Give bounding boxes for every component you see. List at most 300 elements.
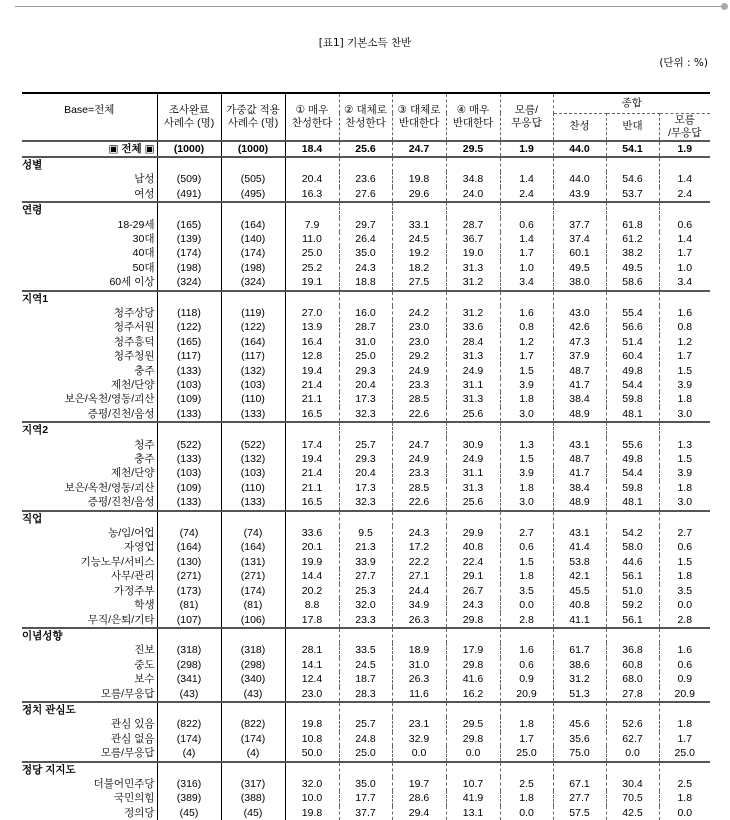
cell-value xyxy=(606,628,659,643)
cell-value: 2.5 xyxy=(500,777,553,791)
cell-value: 49.8 xyxy=(606,452,659,466)
cell-value: (316) xyxy=(157,777,221,791)
cell-value: 3.4 xyxy=(659,275,710,290)
table-row xyxy=(22,392,710,406)
cell-value: (341) xyxy=(157,672,221,686)
row-label: 정의당 xyxy=(22,806,157,820)
cell-value: 17.4 xyxy=(285,438,339,452)
cell-value xyxy=(659,291,710,306)
cell-value: 36.7 xyxy=(446,232,500,246)
cell-value: 23.3 xyxy=(392,466,446,480)
cell-value xyxy=(446,762,500,777)
row-label: 무직/은퇴/기타 xyxy=(22,613,157,628)
cell-value: 20.4 xyxy=(339,378,392,392)
cell-value: 24.0 xyxy=(446,187,500,202)
cell-value: 1.8 xyxy=(500,569,553,583)
cell-value xyxy=(221,422,285,437)
cell-value: (198) xyxy=(157,261,221,275)
cell-value: 28.5 xyxy=(392,392,446,406)
row-label: 청주상당 xyxy=(22,306,157,320)
table-row xyxy=(22,672,710,686)
section-header xyxy=(22,202,710,217)
cell-value: 61.7 xyxy=(553,643,606,657)
header-disagree xyxy=(392,93,446,141)
cell-value: 24.2 xyxy=(392,306,446,320)
cell-value: 20.9 xyxy=(659,687,710,702)
cell-value: (271) xyxy=(221,569,285,583)
cell-value: 29.1 xyxy=(446,569,500,583)
cell-value: 1.8 xyxy=(500,791,553,805)
cell-value: 2.4 xyxy=(659,187,710,202)
row-label: 제천/단양 xyxy=(22,378,157,392)
cell-value: 19.8 xyxy=(285,806,339,820)
cell-value: 57.5 xyxy=(553,806,606,820)
cell-value xyxy=(606,511,659,526)
row-label: 농/임/어업 xyxy=(22,526,157,540)
cell-value: 3.0 xyxy=(500,495,553,510)
cell-value: 25.2 xyxy=(285,261,339,275)
cell-value: 16.4 xyxy=(285,335,339,349)
table-row xyxy=(22,172,710,186)
cell-value xyxy=(339,702,392,717)
row-label: 50대 xyxy=(22,261,157,275)
cell-value: 27.7 xyxy=(553,791,606,805)
cell-value: (174) xyxy=(221,246,285,260)
cell-value: 25.0 xyxy=(285,246,339,260)
cell-value: 28.4 xyxy=(446,335,500,349)
cell-value: 20.2 xyxy=(285,584,339,598)
cell-value: 48.7 xyxy=(553,364,606,378)
cell-value: (822) xyxy=(221,717,285,731)
cell-value: 19.4 xyxy=(285,452,339,466)
cell-value: 27.8 xyxy=(606,687,659,702)
table-row xyxy=(22,791,710,805)
cell-value: (130) xyxy=(157,555,221,569)
cell-value: 1.2 xyxy=(500,335,553,349)
cell-value: 28.6 xyxy=(392,791,446,805)
cell-value: 41.9 xyxy=(446,791,500,805)
cell-value: (174) xyxy=(221,584,285,598)
cell-value: 1.8 xyxy=(500,717,553,731)
cell-value xyxy=(553,511,606,526)
cell-value: 42.6 xyxy=(553,320,606,334)
cell-value: 32.3 xyxy=(339,495,392,510)
cell-value: 1.5 xyxy=(659,555,710,569)
cell-value: 26.7 xyxy=(446,584,500,598)
row-label: 정치 관심도 xyxy=(22,702,157,717)
h: 반대한다 xyxy=(453,117,494,129)
cell-value: (271) xyxy=(157,569,221,583)
row-label: 정당 지지도 xyxy=(22,762,157,777)
row-label: 충주 xyxy=(22,364,157,378)
cell-value: (103) xyxy=(221,466,285,480)
cell-value: 20.4 xyxy=(285,172,339,186)
row-label: 모름/무응답 xyxy=(22,746,157,761)
cell-value: (174) xyxy=(157,246,221,260)
cell-value xyxy=(392,511,446,526)
cell-value: 1.9 xyxy=(500,141,553,157)
cell-value: (109) xyxy=(157,481,221,495)
cell-value xyxy=(157,628,221,643)
cell-value xyxy=(500,511,553,526)
cell-value: 21.1 xyxy=(285,481,339,495)
cell-value: 54.4 xyxy=(606,378,659,392)
cell-value: 26.3 xyxy=(392,613,446,628)
cell-value: 0.6 xyxy=(500,540,553,554)
cell-value: 3.0 xyxy=(500,407,553,422)
cell-value: 12.8 xyxy=(285,349,339,363)
cell-value: 1.0 xyxy=(500,261,553,275)
cell-value xyxy=(392,202,446,217)
cell-value xyxy=(446,202,500,217)
cell-value: 41.4 xyxy=(553,540,606,554)
cell-value: (133) xyxy=(221,407,285,422)
cell-value: 37.7 xyxy=(339,806,392,820)
cell-value xyxy=(500,762,553,777)
table-row xyxy=(22,187,710,202)
cell-value: 54.1 xyxy=(606,141,659,157)
cell-value xyxy=(157,202,221,217)
table-row xyxy=(22,746,710,761)
cell-value xyxy=(659,628,710,643)
table-row xyxy=(22,364,710,378)
cell-value: 28.3 xyxy=(339,687,392,702)
cell-value: 49.8 xyxy=(606,364,659,378)
cell-value xyxy=(285,702,339,717)
cell-value: 10.7 xyxy=(446,777,500,791)
cell-value: 44.6 xyxy=(606,555,659,569)
h: 찬성한다 xyxy=(292,117,333,129)
cell-value: 3.5 xyxy=(500,584,553,598)
cell-value: 24.9 xyxy=(392,364,446,378)
cell-value: (4) xyxy=(221,746,285,761)
cell-value: 25.0 xyxy=(659,746,710,761)
cell-value: (118) xyxy=(157,306,221,320)
cell-value: 25.0 xyxy=(339,746,392,761)
cell-value: (74) xyxy=(157,526,221,540)
cell-value: 43.1 xyxy=(553,438,606,452)
cell-value xyxy=(659,422,710,437)
cell-value: 18.8 xyxy=(339,275,392,290)
cell-value: (45) xyxy=(221,806,285,820)
row-label: 보은/옥천/영동/괴산 xyxy=(22,392,157,406)
cell-value: 33.6 xyxy=(285,526,339,540)
cell-value: 1.7 xyxy=(659,732,710,746)
cell-value: 22.6 xyxy=(392,495,446,510)
cell-value: 1.6 xyxy=(659,306,710,320)
row-label: 국민의힘 xyxy=(22,791,157,805)
cell-value: 0.0 xyxy=(659,806,710,820)
cell-value: 24.7 xyxy=(392,141,446,157)
cell-value: 19.2 xyxy=(392,246,446,260)
cell-value: 9.5 xyxy=(339,526,392,540)
h: 무응답 xyxy=(511,117,541,129)
cell-value: 12.4 xyxy=(285,672,339,686)
cell-value: 44.0 xyxy=(553,141,606,157)
section-header xyxy=(22,511,710,526)
cell-value: 27.0 xyxy=(285,306,339,320)
cell-value: 58.6 xyxy=(606,275,659,290)
cell-value: (119) xyxy=(221,306,285,320)
table-row xyxy=(22,232,710,246)
cell-value: 70.5 xyxy=(606,791,659,805)
row-label: 관심 있음 xyxy=(22,717,157,731)
section-header xyxy=(22,762,710,777)
cell-value: 31.3 xyxy=(446,481,500,495)
cell-value xyxy=(446,291,500,306)
cell-value: (174) xyxy=(157,732,221,746)
row-label: 중도 xyxy=(22,658,157,672)
cell-value: 0.6 xyxy=(659,658,710,672)
cell-value: 25.0 xyxy=(339,349,392,363)
cell-value: 32.0 xyxy=(285,777,339,791)
unit-label: (단위 : %) xyxy=(659,55,708,70)
cell-value: 56.6 xyxy=(606,320,659,334)
cell-value: 37.7 xyxy=(553,218,606,232)
h: ④ 매우 xyxy=(457,104,490,116)
total-row xyxy=(22,141,710,157)
table-row xyxy=(22,526,710,540)
table-row xyxy=(22,658,710,672)
cell-value: 24.3 xyxy=(446,598,500,612)
cell-value: 1.5 xyxy=(659,364,710,378)
cell-value: 48.9 xyxy=(553,495,606,510)
cell-value xyxy=(339,511,392,526)
cell-value: 23.0 xyxy=(392,335,446,349)
cell-value: (522) xyxy=(157,438,221,452)
cell-value: 0.9 xyxy=(500,672,553,686)
cell-value: 19.1 xyxy=(285,275,339,290)
cell-value: 59.8 xyxy=(606,481,659,495)
cell-value: 17.8 xyxy=(285,613,339,628)
h: ③ 대체로 xyxy=(398,104,441,116)
row-label: 30대 xyxy=(22,232,157,246)
cell-value: 29.8 xyxy=(446,732,500,746)
cell-value: 29.6 xyxy=(392,187,446,202)
cell-value xyxy=(221,157,285,172)
row-label: 증평/진천/음성 xyxy=(22,495,157,510)
cell-value xyxy=(339,628,392,643)
cell-value: 19.8 xyxy=(392,172,446,186)
table-row xyxy=(22,732,710,746)
cell-value: 24.3 xyxy=(392,526,446,540)
cell-value: 56.1 xyxy=(606,569,659,583)
cell-value xyxy=(500,628,553,643)
cell-value: 3.9 xyxy=(500,466,553,480)
table-row xyxy=(22,584,710,598)
cell-value: 24.7 xyxy=(392,438,446,452)
cell-value: 22.4 xyxy=(446,555,500,569)
cell-value: 0.0 xyxy=(606,746,659,761)
cell-value: 28.5 xyxy=(392,481,446,495)
cell-value: 19.9 xyxy=(285,555,339,569)
cell-value: 19.7 xyxy=(392,777,446,791)
row-label: 진보 xyxy=(22,643,157,657)
row-label: 가정주부 xyxy=(22,584,157,598)
section-header xyxy=(22,422,710,437)
cell-value: 14.4 xyxy=(285,569,339,583)
cell-value: 18.9 xyxy=(392,643,446,657)
h: 사례수 (명) xyxy=(164,117,214,129)
cell-value xyxy=(606,291,659,306)
cell-value: 31.1 xyxy=(446,466,500,480)
cell-value: 0.6 xyxy=(659,218,710,232)
cell-value: 29.5 xyxy=(446,141,500,157)
cell-value: 17.9 xyxy=(446,643,500,657)
cell-value: 45.6 xyxy=(553,717,606,731)
table-row xyxy=(22,452,710,466)
cell-value xyxy=(500,202,553,217)
cell-value: 31.2 xyxy=(446,306,500,320)
cell-value: 29.3 xyxy=(339,364,392,378)
cell-value: 25.0 xyxy=(500,746,553,761)
cell-value xyxy=(221,202,285,217)
cell-value: 29.2 xyxy=(392,349,446,363)
row-label: 40대 xyxy=(22,246,157,260)
cell-value xyxy=(339,422,392,437)
cell-value xyxy=(285,157,339,172)
cell-value: 38.4 xyxy=(553,481,606,495)
cell-value: 1.6 xyxy=(500,643,553,657)
cell-value: 11.6 xyxy=(392,687,446,702)
cell-value: (822) xyxy=(157,717,221,731)
cell-value: 51.3 xyxy=(553,687,606,702)
cell-value: 16.0 xyxy=(339,306,392,320)
cell-value: (298) xyxy=(157,658,221,672)
row-label: 여성 xyxy=(22,187,157,202)
cell-value: 54.2 xyxy=(606,526,659,540)
cell-value xyxy=(553,202,606,217)
table-row xyxy=(22,466,710,480)
cell-value: 33.1 xyxy=(392,218,446,232)
cell-value: 29.9 xyxy=(446,526,500,540)
cell-value: 41.1 xyxy=(553,613,606,628)
row-label: 더불어민주당 xyxy=(22,777,157,791)
cell-value: (139) xyxy=(157,232,221,246)
cell-value xyxy=(392,157,446,172)
cell-value: (103) xyxy=(221,378,285,392)
table-row xyxy=(22,777,710,791)
cell-value: 32.3 xyxy=(339,407,392,422)
cell-value: 29.5 xyxy=(446,717,500,731)
cell-value: (107) xyxy=(157,613,221,628)
h: /무응답 xyxy=(668,127,701,139)
cell-value: 31.0 xyxy=(392,658,446,672)
cell-value: (164) xyxy=(221,540,285,554)
cell-value: 25.6 xyxy=(446,407,500,422)
cell-value: (103) xyxy=(157,466,221,480)
cell-value: (140) xyxy=(221,232,285,246)
table-row xyxy=(22,378,710,392)
cell-value: 1.4 xyxy=(659,232,710,246)
cell-value: 18.7 xyxy=(339,672,392,686)
cell-value: 27.6 xyxy=(339,187,392,202)
cell-value: 0.0 xyxy=(446,746,500,761)
header-weighted xyxy=(221,93,285,141)
cell-value: 1.7 xyxy=(659,349,710,363)
cell-value: 36.8 xyxy=(606,643,659,657)
cell-value: 75.0 xyxy=(553,746,606,761)
cell-value: 17.3 xyxy=(339,481,392,495)
cell-value: 21.1 xyxy=(285,392,339,406)
cell-value: 29.8 xyxy=(446,613,500,628)
cell-value xyxy=(221,702,285,717)
cell-value: (174) xyxy=(221,732,285,746)
row-label: 청주흥덕 xyxy=(22,335,157,349)
cell-value xyxy=(606,702,659,717)
row-label: 학생 xyxy=(22,598,157,612)
cell-value: 3.9 xyxy=(659,378,710,392)
row-label: 남성 xyxy=(22,172,157,186)
cell-value: 49.5 xyxy=(553,261,606,275)
cell-value: (132) xyxy=(221,364,285,378)
cell-value: 61.8 xyxy=(606,218,659,232)
cell-value: 17.2 xyxy=(392,540,446,554)
cell-value: 32.9 xyxy=(392,732,446,746)
cell-value: (164) xyxy=(221,335,285,349)
h: 모름 xyxy=(675,114,695,126)
cell-value: 0.0 xyxy=(500,806,553,820)
cell-value xyxy=(157,422,221,437)
cell-value: (133) xyxy=(221,495,285,510)
cell-value xyxy=(606,762,659,777)
cell-value xyxy=(553,291,606,306)
h: 가중값 적용 xyxy=(226,104,280,116)
cell-value: 1.4 xyxy=(659,172,710,186)
cell-value: 0.8 xyxy=(500,320,553,334)
cell-value: 22.2 xyxy=(392,555,446,569)
cell-value: 53.7 xyxy=(606,187,659,202)
cell-value: 20.1 xyxy=(285,540,339,554)
cell-value: 38.6 xyxy=(553,658,606,672)
cell-value: 1.5 xyxy=(500,364,553,378)
cell-value: 29.4 xyxy=(392,806,446,820)
cell-value: 0.8 xyxy=(659,320,710,334)
cell-value: 2.8 xyxy=(500,613,553,628)
cell-value: 10.0 xyxy=(285,791,339,805)
cell-value: 2.7 xyxy=(500,526,553,540)
header-sum-dk xyxy=(659,113,710,141)
cell-value: 26.4 xyxy=(339,232,392,246)
cell-value: 20.4 xyxy=(339,466,392,480)
cell-value: (505) xyxy=(221,172,285,186)
cell-value xyxy=(606,157,659,172)
cell-value: 13.1 xyxy=(446,806,500,820)
cell-value: 35.6 xyxy=(553,732,606,746)
cell-value: 23.0 xyxy=(285,687,339,702)
cell-value: (522) xyxy=(221,438,285,452)
cell-value: 38.4 xyxy=(553,392,606,406)
cell-value: 23.3 xyxy=(392,378,446,392)
cell-value: 48.7 xyxy=(553,452,606,466)
cell-value: (388) xyxy=(221,791,285,805)
header-base-text: Base=전체 xyxy=(64,104,114,116)
cell-value: 43.0 xyxy=(553,306,606,320)
cell-value: (106) xyxy=(221,613,285,628)
cell-value: 2.4 xyxy=(500,187,553,202)
cell-value: 18.4 xyxy=(285,141,339,157)
cell-value: (165) xyxy=(157,218,221,232)
cell-value xyxy=(500,291,553,306)
cell-value: (173) xyxy=(157,584,221,598)
row-label: 자영업 xyxy=(22,540,157,554)
cell-value xyxy=(392,702,446,717)
cell-value: 21.4 xyxy=(285,378,339,392)
cell-value: (81) xyxy=(221,598,285,612)
cell-value: 47.3 xyxy=(553,335,606,349)
cell-value: 40.8 xyxy=(446,540,500,554)
cell-value: (317) xyxy=(221,777,285,791)
